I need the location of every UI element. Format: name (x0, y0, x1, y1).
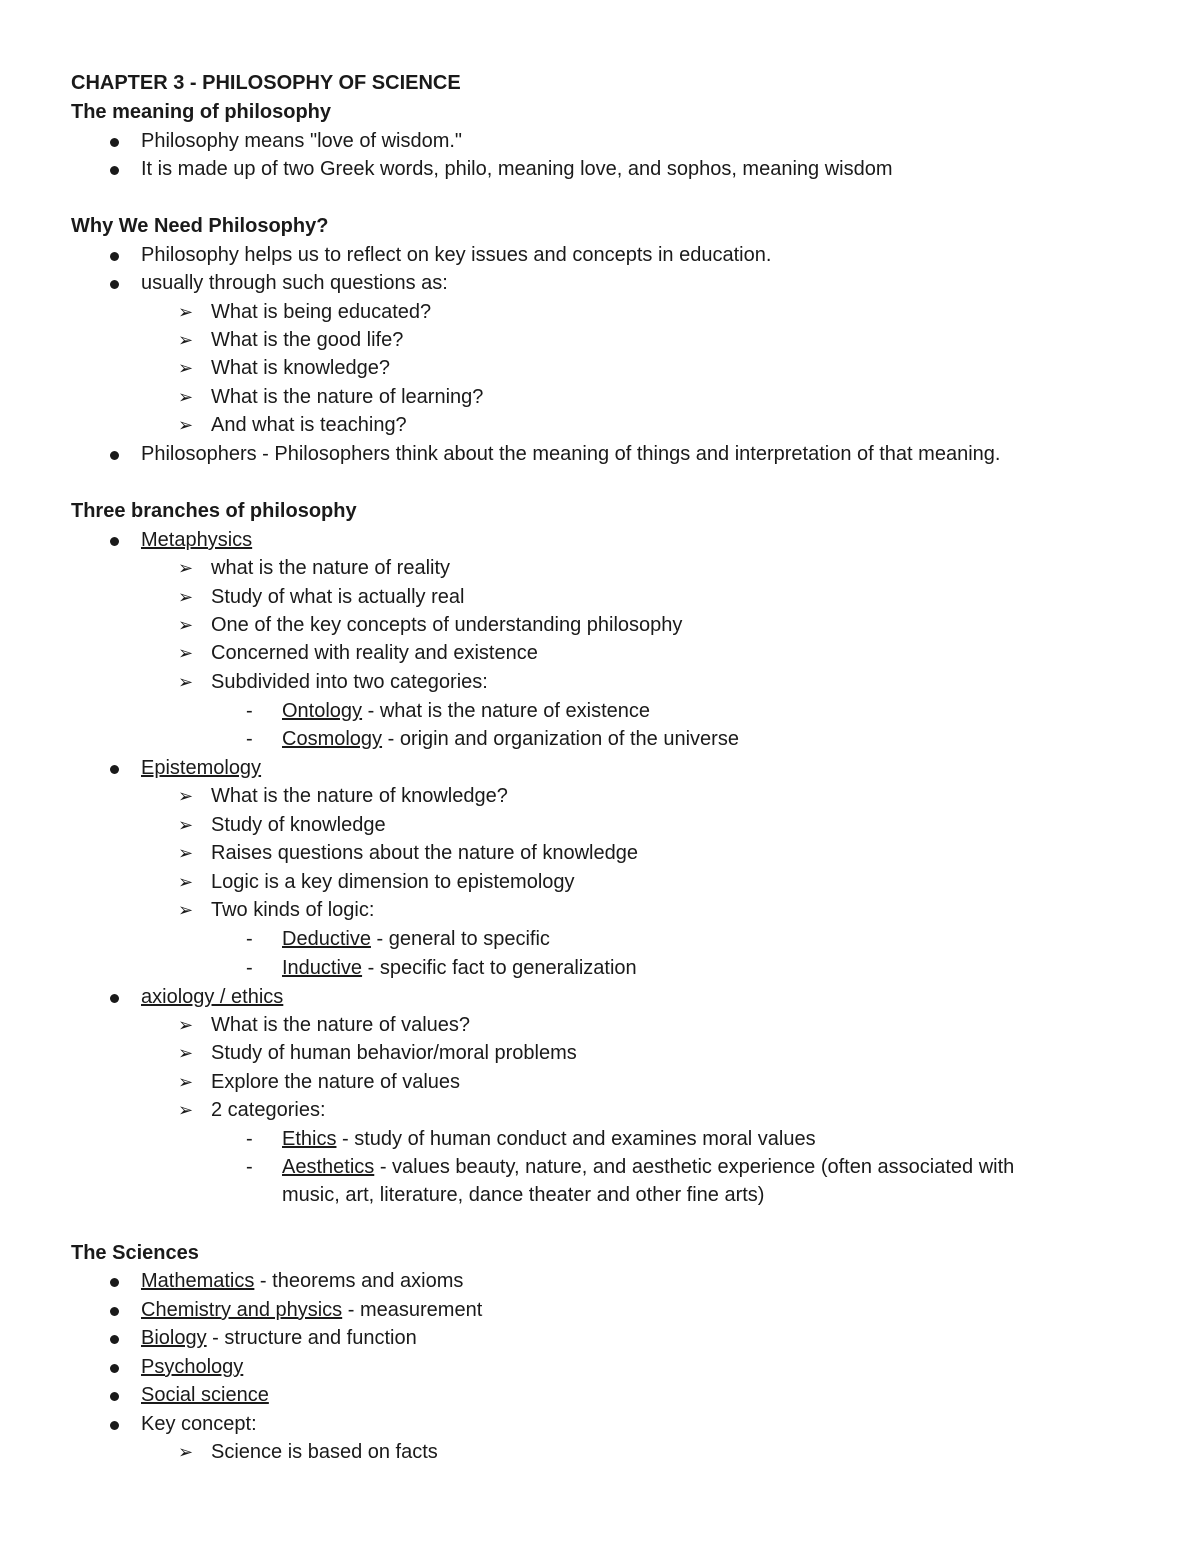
sub-list-item: Logic is a key dimension to epistemology (211, 871, 575, 893)
definition: what is the nature of existence (379, 700, 650, 722)
term: Chemistry and physics (141, 1299, 343, 1321)
list-item: Key concept: (141, 1413, 257, 1435)
science-item: Chemistry and physics - measurement (141, 1299, 483, 1321)
science-item: Biology - structure and function (141, 1327, 417, 1349)
sub-list-item: What is the nature of values? (211, 1014, 471, 1036)
sub-list-item: What is the nature of learning? (211, 386, 484, 408)
arrow-bullet-icon: ➢ (178, 643, 194, 663)
section-heading-meaning: The meaning of philosophy (71, 101, 331, 123)
page-title: CHAPTER 3 - PHILOSOPHY OF SCIENCE (71, 72, 461, 94)
bullet-icon (110, 765, 119, 774)
definition: specific fact to generalization (379, 957, 637, 979)
bullet-icon (110, 166, 119, 175)
definition: general to specific (388, 928, 550, 950)
arrow-bullet-icon: ➢ (178, 1072, 194, 1092)
arrow-bullet-icon: ➢ (178, 815, 194, 835)
dash-bullet-icon: - (246, 957, 253, 979)
sub-list-item: What is the nature of knowledge? (211, 785, 508, 807)
sub-list-item: Subdivided into two categories: (211, 671, 488, 693)
dash-bullet-icon: - (246, 1156, 253, 1178)
bullet-icon (110, 252, 119, 261)
sub-list-item: What is knowledge? (211, 357, 390, 379)
definition: structure and function (224, 1327, 417, 1349)
dash-bullet-icon: - (246, 728, 253, 750)
definition: measurement (359, 1299, 483, 1321)
sub-list-item: Study of human behavior/moral problems (211, 1042, 577, 1064)
term: Ethics (282, 1128, 337, 1150)
arrow-bullet-icon: ➢ (178, 302, 194, 322)
list-item: Philosophers - Philosophers think about the meaning of things and interpretation of that meaning. (141, 443, 1001, 465)
bullet-icon (110, 1421, 119, 1430)
term: Mathematics (141, 1270, 255, 1292)
branch-label-axiology: axiology / ethics (141, 986, 284, 1008)
arrow-bullet-icon: ➢ (178, 1100, 194, 1120)
section-heading-sciences: The Sciences (71, 1242, 199, 1264)
bullet-icon (110, 280, 119, 289)
list-item: usually through such questions as: (141, 272, 448, 294)
sub-list-item: Two kinds of logic: (211, 899, 375, 921)
arrow-bullet-icon: ➢ (178, 615, 194, 635)
arrow-bullet-icon: ➢ (178, 587, 194, 607)
arrow-bullet-icon: ➢ (178, 900, 194, 920)
section-heading-branches: Three branches of philosophy (71, 500, 357, 522)
dash-bullet-icon: - (246, 700, 253, 722)
sub-list-item: Study of knowledge (211, 814, 386, 836)
term: Deductive (282, 928, 371, 950)
sub-list-item: Raises questions about the nature of knowledge (211, 842, 638, 864)
branch-label-epistemology: Epistemology (141, 757, 262, 779)
arrow-bullet-icon: ➢ (178, 358, 194, 378)
arrow-bullet-icon: ➢ (178, 1015, 194, 1035)
sub-list-item: Explore the nature of values (211, 1071, 461, 1093)
term-definition: Ethics - study of human conduct and examines moral values (282, 1128, 816, 1150)
definition: theorems and axioms (272, 1270, 464, 1292)
bullet-icon (110, 451, 119, 460)
bullet-icon (110, 1392, 119, 1401)
arrow-bullet-icon: ➢ (178, 843, 194, 863)
term-definition: Deductive - general to specific (282, 928, 550, 950)
dash-bullet-icon: - (246, 1128, 253, 1150)
science-item (141, 1382, 269, 1408)
term: Aesthetics (282, 1156, 375, 1178)
term-definition: Inductive - specific fact to generalization (282, 957, 637, 979)
sub-list-item: Concerned with reality and existence (211, 642, 538, 664)
term: Cosmology (282, 728, 383, 750)
term: Biology (141, 1327, 207, 1349)
sub-list-item: 2 categories: (211, 1099, 326, 1121)
arrow-bullet-icon: ➢ (178, 330, 194, 350)
term-definition: Aesthetics - values beauty, nature, and aesthetic experience (often associated with (282, 1156, 1015, 1178)
term-definition: Cosmology - origin and organization of the universe (282, 728, 739, 750)
list-item: It is made up of two Greek words, philo, meaning love, and sophos, meaning wisdom (141, 158, 893, 180)
sub-list-item: what is the nature of reality (211, 557, 451, 579)
term: Inductive (282, 957, 363, 979)
bullet-icon (110, 1364, 119, 1373)
arrow-bullet-icon: ➢ (178, 1442, 194, 1462)
term-definition: Ontology - what is the nature of existence (282, 700, 650, 722)
dash-bullet-icon: - (246, 928, 253, 950)
arrow-bullet-icon: ➢ (178, 558, 194, 578)
sub-list-item: Science is based on facts (211, 1441, 438, 1463)
definition-continuation: music, art, literature, dance theater and other fine arts) (282, 1184, 765, 1206)
definition: study of human conduct and examines moral values (354, 1128, 816, 1150)
sub-list-item: And what is teaching? (211, 414, 407, 436)
arrow-bullet-icon: ➢ (178, 872, 194, 892)
arrow-bullet-icon: ➢ (178, 415, 194, 435)
section-heading-why: Why We Need Philosophy? (71, 215, 329, 237)
term: Psychology (141, 1356, 244, 1378)
sub-list-item: One of the key concepts of understanding philosophy (211, 614, 683, 636)
definition: values beauty, nature, and aesthetic experience (often associated with (392, 1156, 1015, 1178)
science-item: Mathematics - theorems and axioms (141, 1270, 464, 1292)
sub-list-item: Study of what is actually real (211, 586, 465, 608)
arrow-bullet-icon: ➢ (178, 1043, 194, 1063)
list-item: Philosophy means "love of wisdom." (141, 130, 463, 152)
definition: origin and organization of the universe (399, 728, 739, 750)
term: Social science (141, 1384, 269, 1406)
arrow-bullet-icon: ➢ (178, 387, 194, 407)
sub-list-item: What is the good life? (211, 329, 404, 351)
list-item: Philosophy helps us to reflect on key issues and concepts in education. (141, 244, 772, 266)
bullet-icon (110, 138, 119, 147)
bullet-icon (110, 994, 119, 1003)
bullet-icon (110, 537, 119, 546)
branch-label-metaphysics: Metaphysics (141, 529, 253, 551)
term: Ontology (282, 700, 363, 722)
bullet-icon (110, 1278, 119, 1287)
science-item (141, 1354, 243, 1380)
arrow-bullet-icon: ➢ (178, 786, 194, 806)
sub-list-item: What is being educated? (211, 301, 432, 323)
bullet-icon (110, 1307, 119, 1316)
bullet-icon (110, 1335, 119, 1344)
arrow-bullet-icon: ➢ (178, 672, 194, 692)
